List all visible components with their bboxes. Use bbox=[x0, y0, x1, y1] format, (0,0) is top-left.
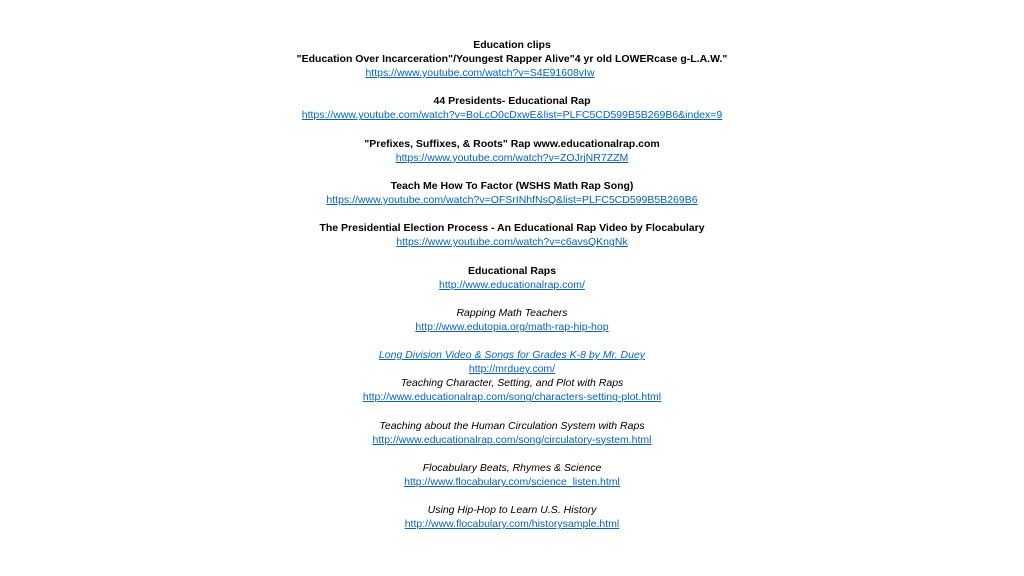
entry-link[interactable]: https://www.youtube.com/watch?v=BoLcO0cDxwE&list=PLFC5CD599B5B269B6&index=9 bbox=[301, 109, 723, 122]
entry-heading: Teaching about the Human Circulation System with Raps bbox=[379, 419, 645, 432]
entry-heading: Teach Me How To Factor (WSHS Math Rap Song) bbox=[390, 179, 634, 192]
entry-heading: 44 Presidents- Educational Rap bbox=[433, 95, 591, 108]
spacer bbox=[0, 80, 1024, 94]
spacer bbox=[0, 447, 1024, 461]
entry-link[interactable]: http://www.flocabulary.com/science_listen.html bbox=[404, 475, 620, 488]
entry-heading: Using Hip-Hop to Learn U.S. History bbox=[427, 504, 597, 517]
spacer bbox=[0, 249, 1024, 263]
spacer bbox=[0, 334, 1024, 348]
spacer bbox=[0, 292, 1024, 306]
entry-link[interactable]: http://www.flocabulary.com/historysample.html bbox=[404, 518, 620, 531]
entry-link[interactable]: http://www.edutopia.org/math-rap-hip-hop bbox=[415, 320, 609, 333]
entry-heading: Teaching Character, Setting, and Plot with Raps bbox=[400, 377, 624, 390]
document-title: Education clips bbox=[473, 39, 551, 51]
entry-link[interactable]: https://www.youtube.com/watch?v=OFSrINhfNsQ&list=PLFC5CD599B5B269B6 bbox=[326, 194, 698, 207]
spacer bbox=[0, 123, 1024, 137]
entry-heading: The Presidential Election Process - An Educational Rap Video by Flocabulary bbox=[319, 222, 705, 235]
entry-link[interactable]: https://www.youtube.com/watch?v=S4E91608vIw bbox=[365, 67, 595, 80]
entry-link[interactable]: https://www.youtube.com/watch?v=ZOJrjNR7ZZM bbox=[395, 151, 629, 164]
document-body bbox=[0, 38, 1024, 531]
spacer bbox=[0, 165, 1024, 179]
entry-link[interactable]: https://www.youtube.com/watch?v=c6avsQKngNk bbox=[396, 236, 628, 249]
entry-heading-link[interactable]: Long Division Video & Songs for Grades K-8 by Mr. Duey bbox=[378, 349, 646, 362]
entry-heading: Rapping Math Teachers bbox=[456, 306, 568, 319]
spacer bbox=[0, 404, 1024, 418]
entry-link[interactable]: http://mrduey.com/ bbox=[468, 363, 556, 376]
entry-heading: "Education Over Incarceration"/Youngest Rapper Alive"4 yr old LOWERcase g-L.A.W." bbox=[296, 53, 728, 66]
entry-heading: "Prefixes, Suffixes, & Roots" Rap www.educationalrap.com bbox=[364, 137, 660, 150]
spacer bbox=[0, 489, 1024, 503]
entry-heading: Educational Raps bbox=[467, 264, 557, 277]
entry-link[interactable]: http://www.educationalrap.com/ bbox=[439, 278, 585, 291]
entry-link[interactable]: http://www.educationalrap.com/song/circulatory-system.html bbox=[372, 433, 652, 446]
entry-link[interactable]: http://www.educationalrap.com/song/characters-setting-plot.html bbox=[362, 391, 662, 404]
spacer bbox=[0, 207, 1024, 221]
entry-heading: Flocabulary Beats, Rhymes & Science bbox=[422, 461, 602, 474]
